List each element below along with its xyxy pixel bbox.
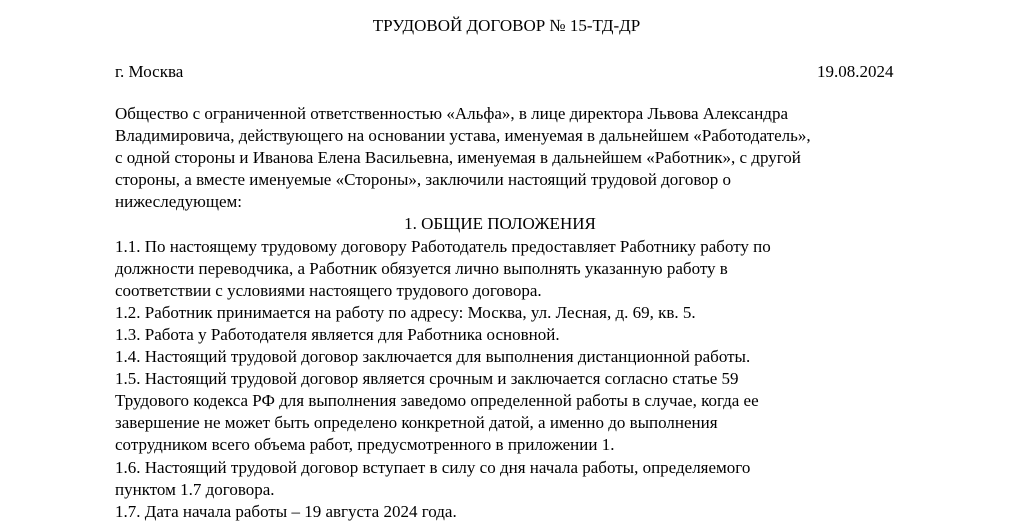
clause-line: 1.3. Работа у Работодателя является для Работника основной. (115, 324, 560, 344)
preamble-line: с одной стороны и Иванова Елена Васильевна, именуемая в дальнейшем «Работник», с другой (115, 148, 801, 168)
clause-line: пунктом 1.7 договора. (115, 479, 275, 499)
contract-date: 19.08.2024 (817, 62, 894, 81)
clause-line: должности переводчика, а Работник обязуется лично выполнять указанную работу в (115, 258, 728, 278)
clause-line: 1.4. Настоящий трудовой договор заключается для выполнения дистанционной работы. (115, 347, 751, 367)
section-heading-general-provisions: 1. ОБЩИЕ ПОЛОЖЕНИЯ (404, 214, 596, 234)
preamble-line: Владимировича, действующего на основании устава, именуемая в дальнейшем «Работодатель», (115, 126, 811, 146)
clause-line: Трудового кодекса РФ для выполнения заведомо определенной работы в случае, когда ее (115, 391, 759, 411)
clause-line: 1.5. Настоящий трудовой договор является срочным и заключается согласно статье 59 (115, 369, 739, 389)
clause-line: завершение не может быть определено конкретной датой, а именно до выполнения (115, 413, 718, 433)
clause-line: соответствии с условиями настоящего трудового договора. (115, 280, 542, 300)
preamble-line: Общество с ограниченной ответственностью «Альфа», в лице директора Львова Александра (115, 104, 789, 123)
preamble-line: нижеследующем: (115, 192, 243, 212)
clause-line: 1.7. Дата начала работы – 19 августа 2024 года. (115, 501, 457, 521)
document-title: ТРУДОВОЙ ДОГОВОР № 15-ТД-ДР (372, 16, 641, 35)
contract-city: г. Москва (115, 62, 184, 81)
clause-line: сотрудником всего объема работ, предусмотренного в приложении 1. (115, 435, 615, 455)
clause-line: 1.1. По настоящему трудовому договору Работодатель предоставляет Работнику работу по (115, 236, 771, 256)
clause-line: 1.6. Настоящий трудовой договор вступает в силу со дня начала работы, определяемого (115, 457, 751, 477)
clause-line: 1.2. Работник принимается на работу по адресу: Москва, ул. Лесная, д. 69, кв. 5. (115, 302, 696, 322)
preamble-line: стороны, а вместе именуемые «Стороны», заключили настоящий трудовой договор о (115, 170, 732, 190)
contract-body (115, 103, 905, 523)
